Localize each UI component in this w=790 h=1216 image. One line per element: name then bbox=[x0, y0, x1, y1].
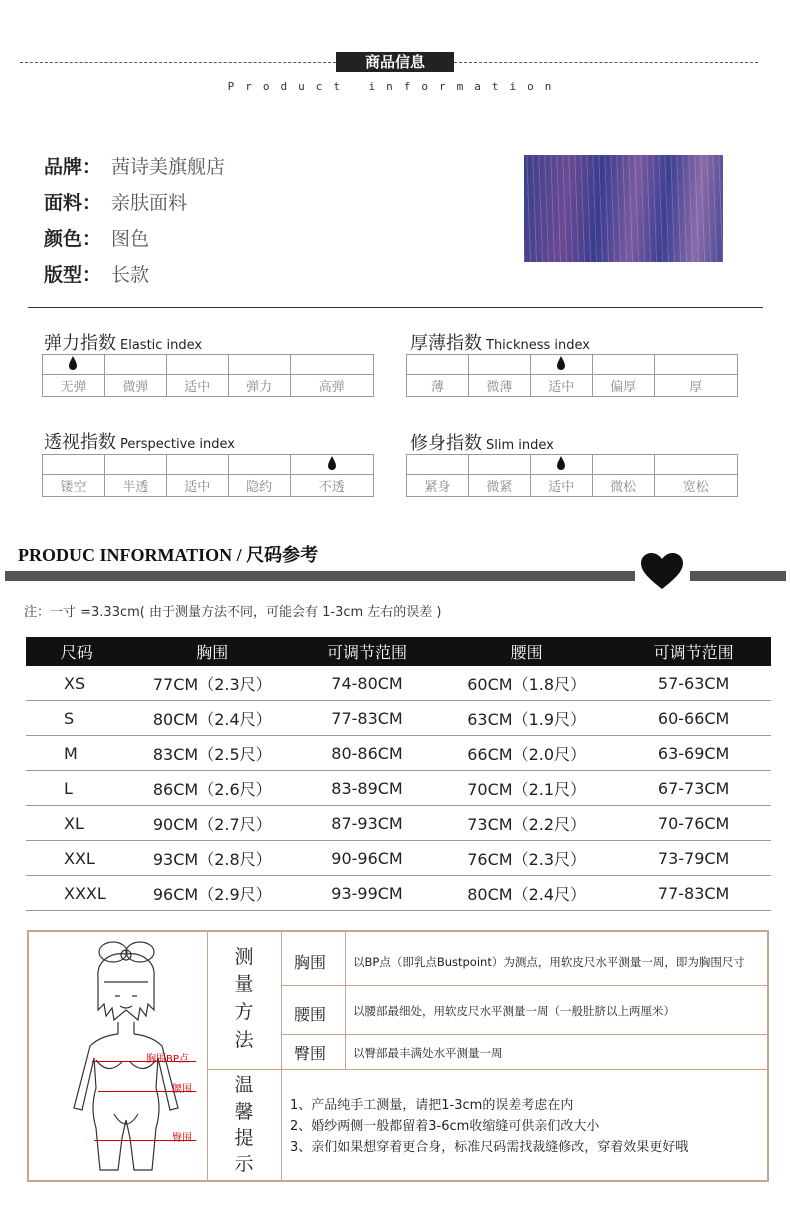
divider bbox=[28, 307, 763, 308]
size-table-row bbox=[26, 806, 771, 841]
thickness-scale-option: 微薄 bbox=[468, 375, 530, 397]
size-table-cell: 76CM（2.3尺） bbox=[437, 841, 616, 876]
slim-scale-option: 宽松 bbox=[654, 475, 737, 497]
perspective-scale-option: 隐约 bbox=[228, 475, 290, 497]
elastic-scale-marker-cell bbox=[166, 355, 228, 375]
size-table-header: 尺码 bbox=[26, 637, 128, 666]
perspective-scale-marker-cell bbox=[166, 455, 228, 475]
tip-item: 1、产品纯手工测量，请把1-3cm的误差考虑在内 bbox=[290, 1098, 574, 1113]
size-table-header: 可调节范围 bbox=[616, 637, 771, 666]
size-table-cell: 73-79CM bbox=[616, 841, 771, 876]
slim-scale-marker-cell bbox=[530, 455, 592, 475]
elastic-scale-option: 弹力 bbox=[228, 375, 290, 397]
drop-icon bbox=[69, 360, 77, 370]
header-dash-right bbox=[454, 62, 758, 63]
method-heading-char: 方 bbox=[234, 1001, 254, 1023]
size-table-cell: S bbox=[26, 701, 128, 736]
thickness-scale-marker-cell bbox=[654, 355, 737, 375]
slim-index-scale bbox=[406, 454, 738, 497]
perspective-scale-marker-cell bbox=[290, 455, 373, 475]
size-table-row bbox=[26, 736, 771, 771]
size-table-cell: 93CM（2.8尺） bbox=[128, 841, 297, 876]
size-table-cell: 60CM（1.8尺） bbox=[437, 666, 616, 701]
size-table-cell: 83-89CM bbox=[297, 771, 437, 806]
figure-label-waist: 腰围 bbox=[172, 1084, 192, 1095]
size-section-title: PRODUC INFORMATION / 尺码参考 bbox=[18, 545, 319, 565]
elastic-scale-option: 微弹 bbox=[104, 375, 166, 397]
perspective-scale-option: 适中 bbox=[166, 475, 228, 497]
size-table-cell: 60-66CM bbox=[616, 701, 771, 736]
tip-item: 3、亲们如果想穿着更合身，标准尺码需找裁缝修改，穿着效果更好哦 bbox=[290, 1140, 689, 1155]
size-table-cell: 66CM（2.0尺） bbox=[437, 736, 616, 771]
size-table-cell: 93-99CM bbox=[297, 876, 437, 911]
slim-scale-option: 紧身 bbox=[407, 475, 469, 497]
fabric-swatch-image bbox=[524, 155, 723, 262]
elastic-scale-option: 适中 bbox=[166, 375, 228, 397]
measure-desc-hip: 以臀部最丰满处水平测量一周 bbox=[353, 1046, 503, 1060]
guide-divider bbox=[345, 932, 346, 1069]
heart-icon bbox=[640, 553, 684, 591]
elastic-index-scale bbox=[42, 354, 374, 397]
measure-desc-waist: 以腰部最细处，用软皮尺水平测量一周（一般肚脐以上两厘米） bbox=[353, 1004, 675, 1018]
size-table-cell: XS bbox=[26, 666, 128, 701]
thickness-scale-marker-cell bbox=[468, 355, 530, 375]
size-table-cell: 80CM（2.4尺） bbox=[128, 701, 297, 736]
thickness-scale-option: 厚 bbox=[654, 375, 737, 397]
elastic-scale-marker-cell bbox=[290, 355, 373, 375]
thickness-index-title: 厚薄指数 Thickness index bbox=[410, 333, 590, 354]
elastic-scale-option: 无弹 bbox=[43, 375, 105, 397]
section-badge: 商品信息 bbox=[336, 52, 454, 72]
size-table-cell: 67-73CM bbox=[616, 771, 771, 806]
guide-divider bbox=[281, 985, 769, 986]
title-bar-left bbox=[5, 571, 635, 581]
spec-color: 颜色： 图色 bbox=[44, 228, 150, 250]
figure-line-bust bbox=[92, 1061, 196, 1062]
elastic-scale-marker-cell bbox=[43, 355, 105, 375]
perspective-scale-marker-cell bbox=[228, 455, 290, 475]
drop-icon bbox=[557, 360, 565, 370]
measure-label-hip: 臀围 bbox=[294, 1044, 327, 1063]
drop-icon bbox=[328, 460, 336, 470]
method-heading-char: 法 bbox=[234, 1029, 254, 1051]
size-table-cell: 80CM（2.4尺） bbox=[437, 876, 616, 911]
title-bar-right bbox=[690, 571, 786, 581]
size-table-row bbox=[26, 666, 771, 701]
method-heading-char: 测 bbox=[234, 946, 254, 968]
size-table-cell: 70CM（2.1尺） bbox=[437, 771, 616, 806]
size-table-row bbox=[26, 701, 771, 736]
figure-label-bust: 胸围BP点 bbox=[146, 1054, 189, 1065]
perspective-scale-option: 半透 bbox=[104, 475, 166, 497]
size-table-cell: M bbox=[26, 736, 128, 771]
slim-scale-marker-cell bbox=[592, 455, 654, 475]
thickness-scale-marker-cell bbox=[407, 355, 469, 375]
size-table-cell: 80-86CM bbox=[297, 736, 437, 771]
perspective-index-scale bbox=[42, 454, 374, 497]
tips-heading-char: 示 bbox=[234, 1153, 254, 1175]
slim-index-title: 修身指数 Slim index bbox=[410, 433, 554, 454]
size-table-cell: 83CM（2.5尺） bbox=[128, 736, 297, 771]
measure-label-bust: 胸围 bbox=[294, 953, 327, 972]
header-dash-left bbox=[20, 62, 336, 63]
size-table-cell: 77-83CM bbox=[297, 701, 437, 736]
size-table-cell: 96CM（2.9尺） bbox=[128, 876, 297, 911]
section-subtitle: Product information bbox=[227, 80, 563, 93]
method-heading-char: 量 bbox=[234, 973, 254, 995]
elastic-scale-marker-cell bbox=[228, 355, 290, 375]
size-table-cell: 74-80CM bbox=[297, 666, 437, 701]
size-table-header: 胸围 bbox=[128, 637, 297, 666]
measure-label-waist: 腰围 bbox=[294, 1005, 327, 1024]
slim-scale-option: 适中 bbox=[530, 475, 592, 497]
guide-divider bbox=[207, 1069, 769, 1070]
tips-heading-char: 馨 bbox=[234, 1101, 254, 1123]
guide-divider bbox=[281, 932, 282, 1180]
size-table-cell: 86CM（2.6尺） bbox=[128, 771, 297, 806]
spec-fit: 版型： 长款 bbox=[44, 264, 150, 286]
guide-divider bbox=[281, 1034, 769, 1035]
size-table-row bbox=[26, 876, 771, 911]
size-table-cell: XXXL bbox=[26, 876, 128, 911]
size-table-cell: 87-93CM bbox=[297, 806, 437, 841]
thickness-scale-option: 薄 bbox=[407, 375, 469, 397]
slim-scale-marker-cell bbox=[407, 455, 469, 475]
size-table-cell: 77-83CM bbox=[616, 876, 771, 911]
size-table-cell: XXL bbox=[26, 841, 128, 876]
tips-heading-char: 温 bbox=[234, 1074, 254, 1096]
size-table-row bbox=[26, 771, 771, 806]
size-table-header: 腰围 bbox=[437, 637, 616, 666]
thickness-scale-marker-cell bbox=[530, 355, 592, 375]
size-table-cell: XL bbox=[26, 806, 128, 841]
size-table-cell: 90CM（2.7尺） bbox=[128, 806, 297, 841]
size-table bbox=[26, 637, 771, 911]
measurement-note: 注：一寸 =3.33cm( 由于测量方法不同，可能会有 1-3cm 左右的误差 ) bbox=[24, 605, 442, 620]
slim-scale-option: 微紧 bbox=[468, 475, 530, 497]
size-table-cell: 77CM（2.3尺） bbox=[128, 666, 297, 701]
tip-item: 2、婚纱两侧一般都留着3-6cm收缩缝可供亲们改大小 bbox=[290, 1119, 600, 1134]
size-table-cell: 63-69CM bbox=[616, 736, 771, 771]
size-table-cell: 73CM（2.2尺） bbox=[437, 806, 616, 841]
size-table-cell: 57-63CM bbox=[616, 666, 771, 701]
slim-scale-marker-cell bbox=[468, 455, 530, 475]
drop-icon bbox=[557, 460, 565, 470]
perspective-scale-marker-cell bbox=[104, 455, 166, 475]
size-table-cell: L bbox=[26, 771, 128, 806]
perspective-scale-marker-cell bbox=[43, 455, 105, 475]
size-table-cell: 63CM（1.9尺） bbox=[437, 701, 616, 736]
thickness-scale-option: 适中 bbox=[530, 375, 592, 397]
slim-scale-marker-cell bbox=[654, 455, 737, 475]
size-table-header: 可调节范围 bbox=[297, 637, 437, 666]
figure-line-hip bbox=[94, 1140, 196, 1141]
size-table-cell: 90-96CM bbox=[297, 841, 437, 876]
thickness-scale-marker-cell bbox=[592, 355, 654, 375]
spec-fabric: 面料： 亲肤面料 bbox=[44, 192, 188, 214]
elastic-scale-option: 高弹 bbox=[290, 375, 373, 397]
size-table-row bbox=[26, 841, 771, 876]
slim-scale-option: 微松 bbox=[592, 475, 654, 497]
perspective-scale-option: 镂空 bbox=[43, 475, 105, 497]
figure-line-waist bbox=[98, 1091, 196, 1092]
figure-label-hip: 臀围 bbox=[172, 1133, 192, 1144]
elastic-scale-marker-cell bbox=[104, 355, 166, 375]
perspective-index-title: 透视指数 Perspective index bbox=[44, 432, 235, 453]
thickness-scale-option: 偏厚 bbox=[592, 375, 654, 397]
size-table-cell: 70-76CM bbox=[616, 806, 771, 841]
elastic-index-title: 弹力指数 Elastic index bbox=[44, 333, 203, 354]
perspective-scale-option: 不透 bbox=[290, 475, 373, 497]
spec-brand: 品牌： 茜诗美旗舰店 bbox=[44, 156, 226, 178]
tips-heading-char: 提 bbox=[234, 1127, 254, 1149]
measure-desc-bust: 以BP点（即乳点Bustpoint）为测点，用软皮尺水平测量一周，即为胸围尺寸 bbox=[353, 955, 745, 969]
thickness-index-scale bbox=[406, 354, 738, 397]
